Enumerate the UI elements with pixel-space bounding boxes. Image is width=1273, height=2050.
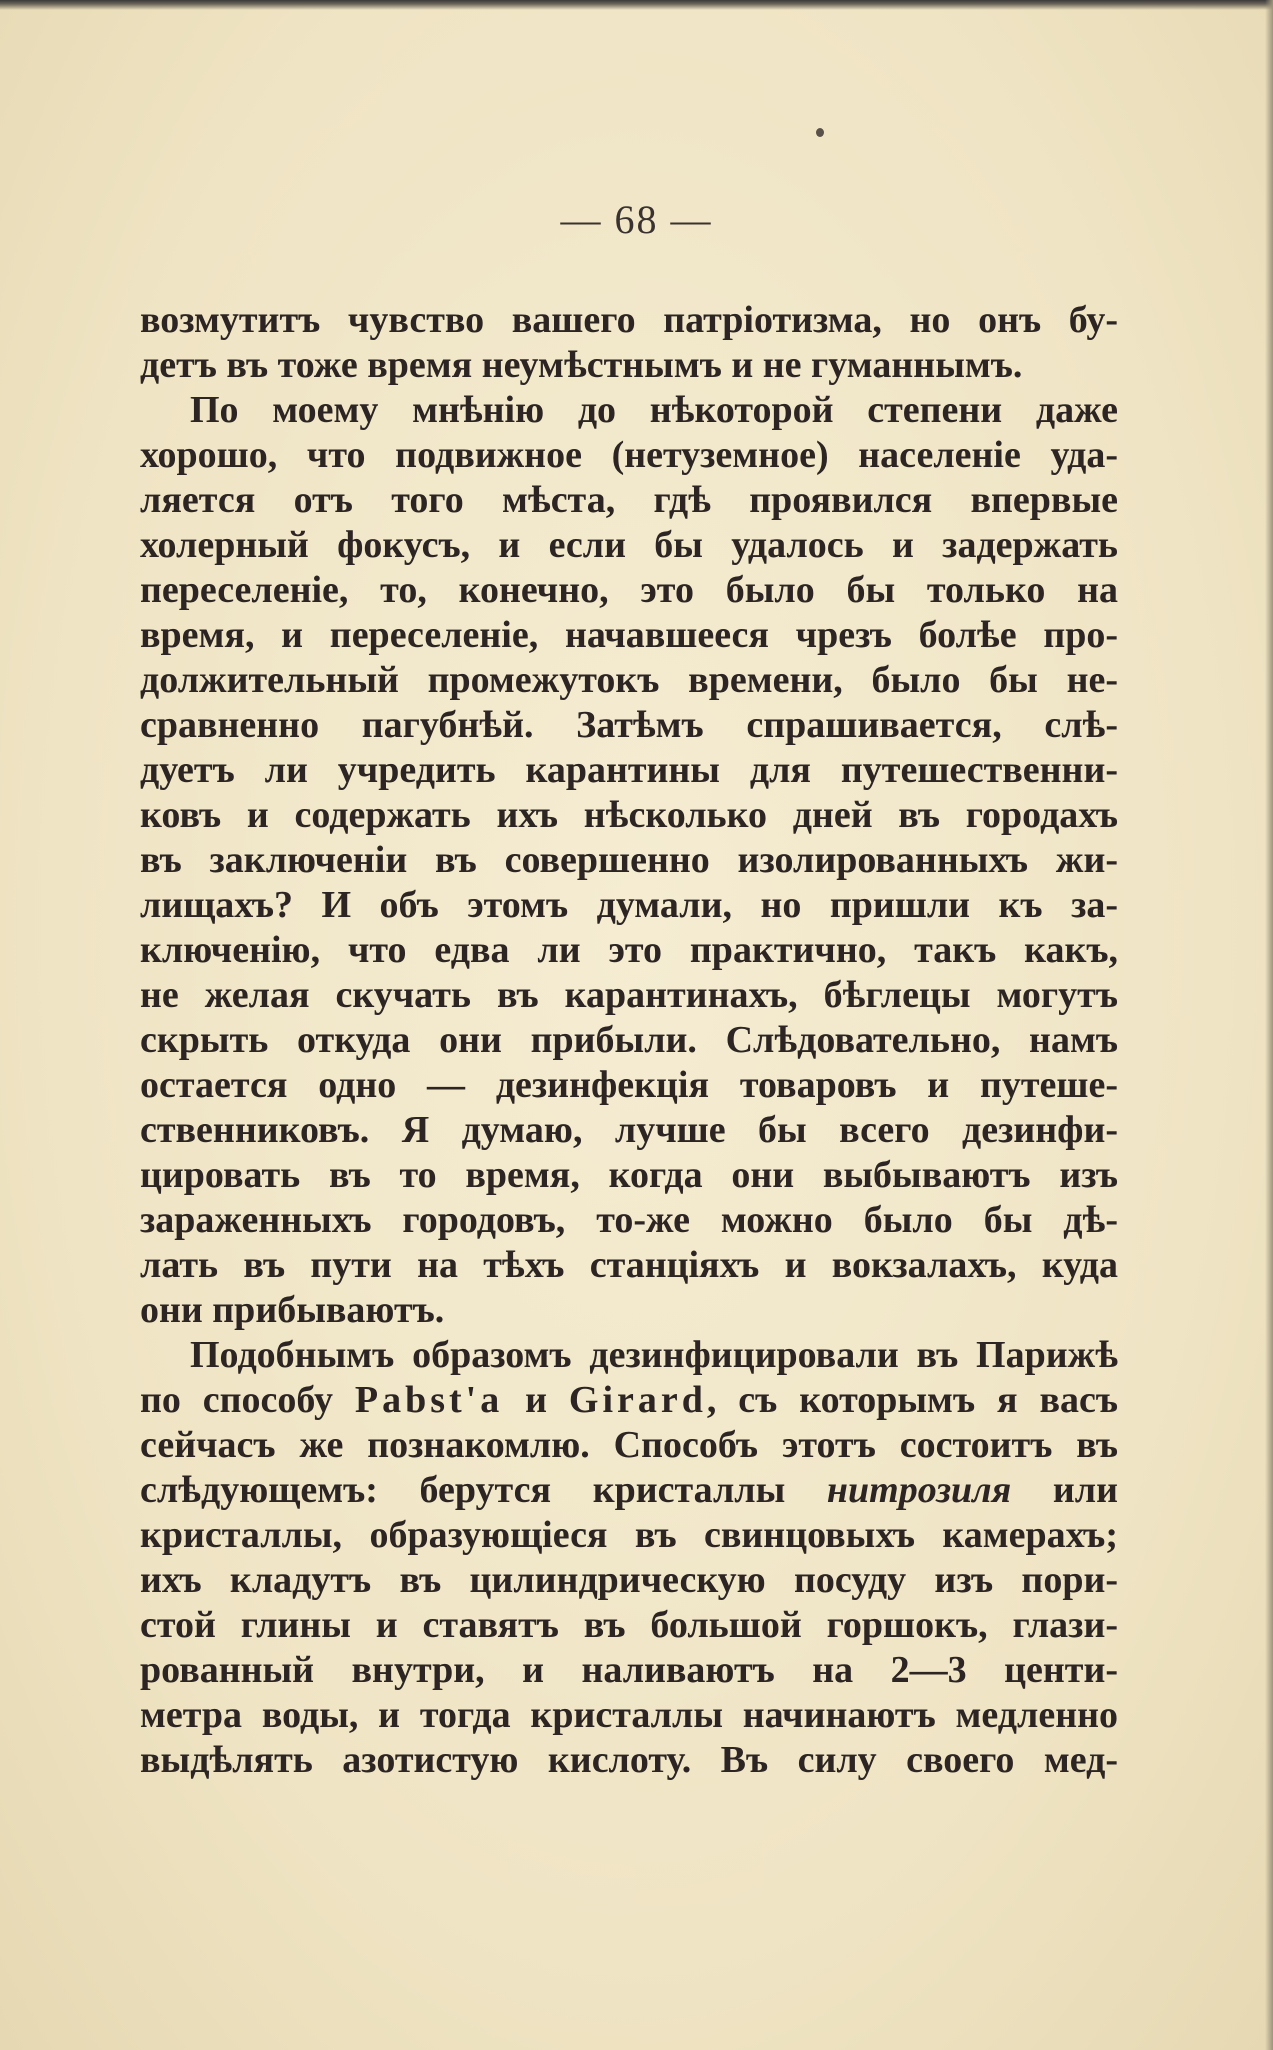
text-line: дуетъ ли учредить карантины для путешественни- (140, 749, 1118, 791)
text-line: ключенію, что едва ли это практично, такъ какъ, (140, 929, 1118, 971)
text-line: время, и переселеніе, начавшееся чрезъ болѣе про- (140, 614, 1118, 656)
page-number: — 68 — (560, 197, 713, 242)
text-line (140, 1378, 1118, 1423)
text-segment: и (503, 1379, 569, 1421)
text-line: ственниковъ. Я думаю, лучше бы всего дезинфи- (140, 1109, 1118, 1151)
page-right-shadow (1265, 0, 1273, 2050)
text-line: холерный фокусъ, и если бы удалось и задержать (140, 524, 1118, 566)
text-line: они прибываютъ. (140, 1289, 445, 1331)
ink-speck (816, 128, 824, 137)
text-segment: нитрозиля (826, 1469, 1012, 1511)
text-line: ихъ кладутъ въ цилиндрическую посуду изъ пори- (140, 1559, 1118, 1601)
text-line: ляется отъ того мѣста, гдѣ проявился впервые (140, 479, 1118, 521)
text-line: хорошо, что подвижное (нетуземное) населеніе уда- (140, 434, 1118, 476)
text-line: возмутитъ чувство вашего патріотизма, но онъ бу- (140, 299, 1118, 341)
text-line: выдѣлять азотистую кислоту. Въ силу своего мед- (140, 1739, 1118, 1781)
text-segment: Pabst'а (354, 1379, 504, 1421)
text-line: По моему мнѣнію до нѣкоторой степени даже (190, 389, 1118, 431)
body-text (140, 298, 1118, 1783)
text-line: сравненно пагубнѣй. Затѣмъ спрашивается, слѣ- (140, 704, 1118, 746)
text-segment: или (1011, 1469, 1118, 1511)
text-line: ковъ и содержать ихъ нѣсколько дней въ городахъ (140, 794, 1118, 836)
text-segment: Girard (568, 1379, 707, 1421)
text-line: сейчасъ же познакомлю. Способъ этотъ состоитъ въ (140, 1424, 1118, 1466)
text-line: цировать въ то время, когда они выбываютъ изъ (140, 1154, 1118, 1196)
text-line: кристаллы, образующіеся въ свинцовыхъ камерахъ; (140, 1514, 1118, 1556)
text-line: переселеніе, то, конечно, это было бы только на (140, 569, 1118, 611)
text-line: Подобнымъ образомъ дезинфицировали въ Парижѣ (190, 1334, 1118, 1376)
page-top-shadow (0, 0, 1273, 10)
text-line: скрыть откуда они прибыли. Слѣдовательно, намъ (140, 1019, 1118, 1061)
text-segment: по способу (140, 1379, 355, 1421)
text-line: метра воды, и тогда кристаллы начинаютъ медленно (140, 1694, 1118, 1736)
text-segment: слѣдующемъ: берутся кристаллы (140, 1469, 827, 1511)
text-line: зараженныхъ городовъ, то-же можно было бы дѣ- (140, 1199, 1118, 1241)
text-line: детъ въ тоже время неумѣстнымъ и не гуманнымъ. (140, 344, 1023, 386)
text-line: лать въ пути на тѣхъ станціяхъ и вокзалахъ, куда (140, 1244, 1118, 1286)
text-line: рованный внутри, и наливаютъ на 2—3 центи- (140, 1649, 1118, 1691)
text-line: не желая скучать въ карантинахъ, бѣглецы могутъ (140, 974, 1118, 1016)
text-line: лищахъ? И объ этомъ думали, но пришли къ за- (140, 884, 1118, 926)
text-line (140, 1468, 1118, 1513)
text-segment: , съ которымъ я васъ (706, 1379, 1118, 1421)
text-line: стой глины и ставятъ въ большой горшокъ, глази- (140, 1604, 1118, 1646)
text-line: должительный промежутокъ времени, было бы не- (140, 659, 1118, 701)
text-line: въ заключеніи въ совершенно изолированныхъ жи- (140, 839, 1118, 881)
text-line: остается одно — дезинфекція товаровъ и путеше- (140, 1064, 1118, 1106)
